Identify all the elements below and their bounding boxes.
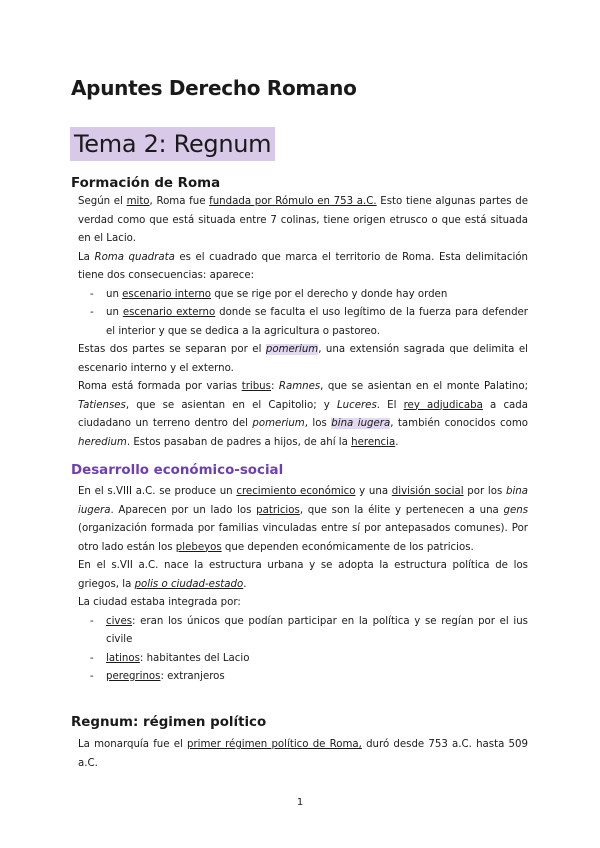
section-body-formacion xyxy=(78,193,528,452)
paragraph: Estas dos partes se separan por el pomerium, una extensión sagrada que delimita el escenario interno y el externo. xyxy=(78,344,529,374)
tema-heading: Tema 2: Regnum xyxy=(70,127,275,161)
list xyxy=(78,613,528,687)
section-heading-formacion: Formación de Roma xyxy=(71,176,221,191)
paragraph: Según el mito, Roma fue fundada por Rómulo en 753 a.C. Esto tiene algunas partes de verdad como que está situada entre 7 colinas, tiene origen etrusco o que está situada en el Lacio. xyxy=(78,196,528,244)
paragraph: En el s.VII a.C. nace la estructura urbana y se adopta la estructura política de los griegos, la polis o ciudad-estado. xyxy=(78,560,528,590)
section-body-regnum xyxy=(78,736,528,773)
paragraph: La Roma quadrata es el cuadrado que marca el territorio de Roma. Esta delimitación tiene dos consecuencias: aparece: xyxy=(78,251,528,281)
section-body-desarrollo xyxy=(78,483,528,687)
paragraph: La monarquía fue el primer régimen político de Roma, duró desde 753 a.C. hasta 509 a.C. xyxy=(78,739,528,769)
paragraph: Roma está formada por varias tribus: Ramnes, que se asientan en el monte Palatino; Tatienses, que se asientan en el Capitolio; y Luceres. El rey adjudicaba a cada ciudadano un terreno dentro del pomerium, los bina iugera, también conocidos como heredium. Estos pasaban de padres a hijos, de ahí la herencia. xyxy=(78,381,528,448)
paragraph: La ciudad estaba integrada por: xyxy=(78,597,241,608)
list-item: - un escenario externo donde se faculta el uso legítimo de la fuerza para defender el interior y que se dedica a la agricultura o pastoreo. xyxy=(90,307,528,337)
list xyxy=(78,286,528,342)
section-heading-desarrollo: Desarrollo económico-social xyxy=(71,463,284,478)
list-item: - latinos: habitantes del Lacio xyxy=(90,652,250,664)
list-item: - peregrinos: extranjeros xyxy=(90,671,225,682)
list-item: - cives: eran los únicos que podían participar en la política y se regían por el ius civile xyxy=(90,615,528,645)
section-heading-regnum: Regnum: régimen político xyxy=(71,715,267,730)
page-number: 1 xyxy=(296,797,304,808)
list-item: - un escenario interno que se rige por el derecho y donde hay orden xyxy=(90,288,448,300)
document-title: Apuntes Derecho Romano xyxy=(71,76,357,100)
paragraph: En el s.VIII a.C. se produce un crecimiento económico y una división social por los bina iugera. Aparecen por un lado los patricios, que son la élite y pertenecen a una gens (organización formada por familias vinculadas entre sí por antepasados comunes). Por otro lado están los plebeyos que dependen económicamente de los patricios. xyxy=(78,486,529,553)
